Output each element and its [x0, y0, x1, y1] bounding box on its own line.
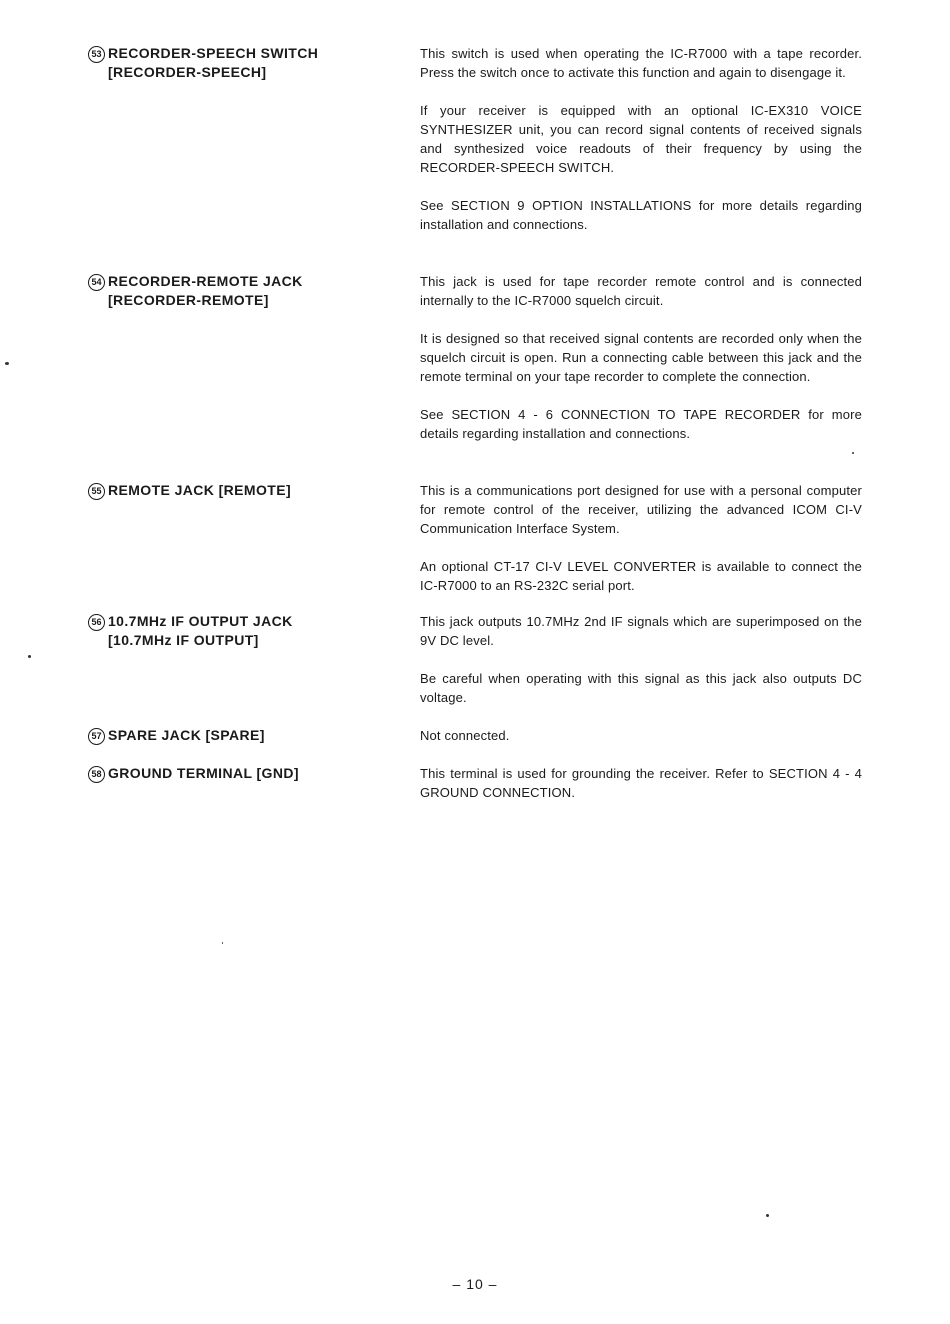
circled-number: 56 — [88, 614, 105, 631]
description-paragraph: This jack is used for tape recorder remote control and is connected internally to the IC-R7000 squelch circuit. — [420, 274, 862, 308]
circled-number: 58 — [88, 766, 105, 783]
item-description — [420, 481, 862, 595]
description-paragraph: This is a communications port designed for use with a personal computer for remote control of the receiver, utilizing the advanced ICOM CI-V Communication Interface System. — [420, 483, 862, 536]
item-title: REMOTE JACK [REMOTE] — [108, 482, 291, 498]
item-heading — [88, 764, 388, 783]
scan-speck — [5, 362, 9, 365]
item-heading — [88, 44, 388, 82]
description-paragraph: This jack outputs 10.7MHz 2nd IF signals which are superimposed on the 9V DC level. — [420, 614, 862, 648]
item-subtitle: [10.7MHz IF OUTPUT] — [108, 632, 259, 648]
scan-speck — [222, 942, 223, 944]
item-title: RECORDER-SPEECH SWITCH — [108, 45, 319, 61]
description-paragraph: Not connected. — [420, 728, 510, 743]
circled-number: 55 — [88, 483, 105, 500]
item-description — [420, 612, 862, 707]
description-paragraph: This switch is used when operating the IC-R7000 with a tape recorder. Press the switch once to activate this function and again to disengage it. — [420, 46, 862, 80]
description-paragraph: If your receiver is equipped with an optional IC-EX310 VOICE SYNTHESIZER unit, you can record signal contents of received signals and synthesized voice readouts of their frequency by using the RECORDER-SPEECH SWITCH. — [420, 103, 862, 175]
item-heading — [88, 726, 388, 745]
item-description — [420, 764, 862, 802]
item-heading — [88, 272, 388, 310]
item-title: 10.7MHz IF OUTPUT JACK — [108, 613, 293, 629]
description-paragraph: An optional CT-17 CI-V LEVEL CONVERTER is available to connect the IC-R7000 to an RS-232C serial port. — [420, 559, 862, 593]
item-title: RECORDER-REMOTE JACK — [108, 273, 303, 289]
description-paragraph: Be careful when operating with this signal as this jack also outputs DC voltage. — [420, 671, 862, 705]
item-title: SPARE JACK [SPARE] — [108, 727, 265, 743]
circled-number: 57 — [88, 728, 105, 745]
item-description — [420, 726, 862, 745]
description-paragraph: This terminal is used for grounding the receiver. Refer to SECTION 4 - 4 GROUND CONNECTION. — [420, 766, 862, 800]
description-paragraph: See SECTION 9 OPTION INSTALLATIONS for more details regarding installation and connections. — [420, 198, 862, 232]
page-number: – 10 – — [452, 1276, 498, 1292]
circled-number: 54 — [88, 274, 105, 291]
item-title: GROUND TERMINAL [GND] — [108, 765, 299, 781]
description-paragraph: It is designed so that received signal contents are recorded only when the squelch circuit is open. Run a connecting cable between this jack and the remote terminal on your tape recorder to complete the connection. — [420, 331, 862, 384]
item-description — [420, 272, 862, 443]
item-subtitle: [RECORDER-SPEECH] — [108, 64, 267, 80]
scan-speck — [28, 655, 31, 658]
item-heading — [88, 481, 388, 500]
item-description — [420, 44, 862, 234]
item-heading — [88, 612, 388, 650]
scan-speck — [766, 1214, 769, 1217]
description-paragraph: See SECTION 4 - 6 CONNECTION TO TAPE RECORDER for more details regarding installation and connections. — [420, 407, 862, 441]
circled-number: 53 — [88, 46, 105, 63]
item-subtitle: [RECORDER-REMOTE] — [108, 292, 269, 308]
scan-speck — [852, 452, 854, 454]
